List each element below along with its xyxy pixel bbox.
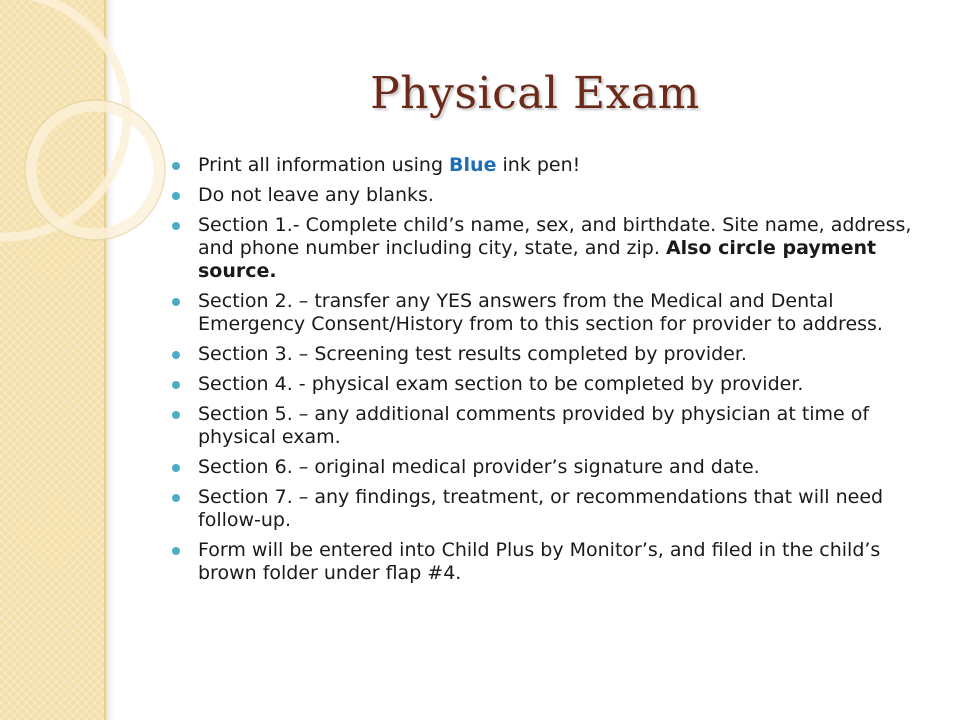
bullet-item xyxy=(172,456,924,479)
bullet-item xyxy=(172,403,924,449)
bullet-item xyxy=(172,373,924,396)
bullet-dot-icon xyxy=(172,411,180,419)
bullet-dot-icon xyxy=(172,192,180,200)
decorative-ring-small xyxy=(31,106,159,234)
bullet-dot-icon xyxy=(172,162,180,170)
bullet-text: Section 2. – transfer any YES answers from the Medical and Dental Emergency Consent/History from to this section for provider to address. xyxy=(198,290,883,335)
bullet-text: Section 4. - physical exam section to be completed by provider. xyxy=(198,373,804,395)
bullet-text: Section 6. – original medical provider’s signature and date. xyxy=(198,456,760,478)
bullet-dot-icon xyxy=(172,494,180,502)
slide-title: Physical Exam xyxy=(370,68,700,119)
bullet-text: Section 7. – any findings, treatment, or recommendations that will need follow-up. xyxy=(198,486,884,531)
bullet-text: Print all information using xyxy=(198,154,450,176)
bullet-text: Form will be entered into Child Plus by Monitor’s, and filed in the child’s brown folder under flap #4. xyxy=(198,539,881,584)
bullet-emphasis-blue: Blue xyxy=(449,154,497,176)
bullet-item xyxy=(172,290,924,336)
bullet-text: Do not leave any blanks. xyxy=(198,184,434,206)
bullet-dot-icon xyxy=(172,298,180,306)
bullet-text: Section 1.- Complete child’s name, sex, and birthdate. Site name, address, and phone number including city, state, and zip. xyxy=(198,214,912,259)
bullet-item xyxy=(172,214,924,283)
bullet-dot-icon xyxy=(172,381,180,389)
bullet-item xyxy=(172,539,924,585)
bullet-dot-icon xyxy=(172,351,180,359)
bullet-item xyxy=(172,486,924,532)
bullet-item xyxy=(172,154,924,177)
bullet-text-after: ink pen! xyxy=(496,154,581,176)
bullet-list xyxy=(172,154,924,592)
bullet-item xyxy=(172,343,924,366)
bullet-dot-icon xyxy=(172,222,180,230)
bullet-bold-text: Also circle payment source. xyxy=(198,237,877,282)
bullet-text: Section 3. – Screening test results completed by provider. xyxy=(198,343,747,365)
bullet-dot-icon xyxy=(172,547,180,555)
bullet-dot-icon xyxy=(172,464,180,472)
bullet-item xyxy=(172,184,924,207)
bullet-text: Section 5. – any additional comments provided by physician at time of physical exam. xyxy=(198,403,870,448)
